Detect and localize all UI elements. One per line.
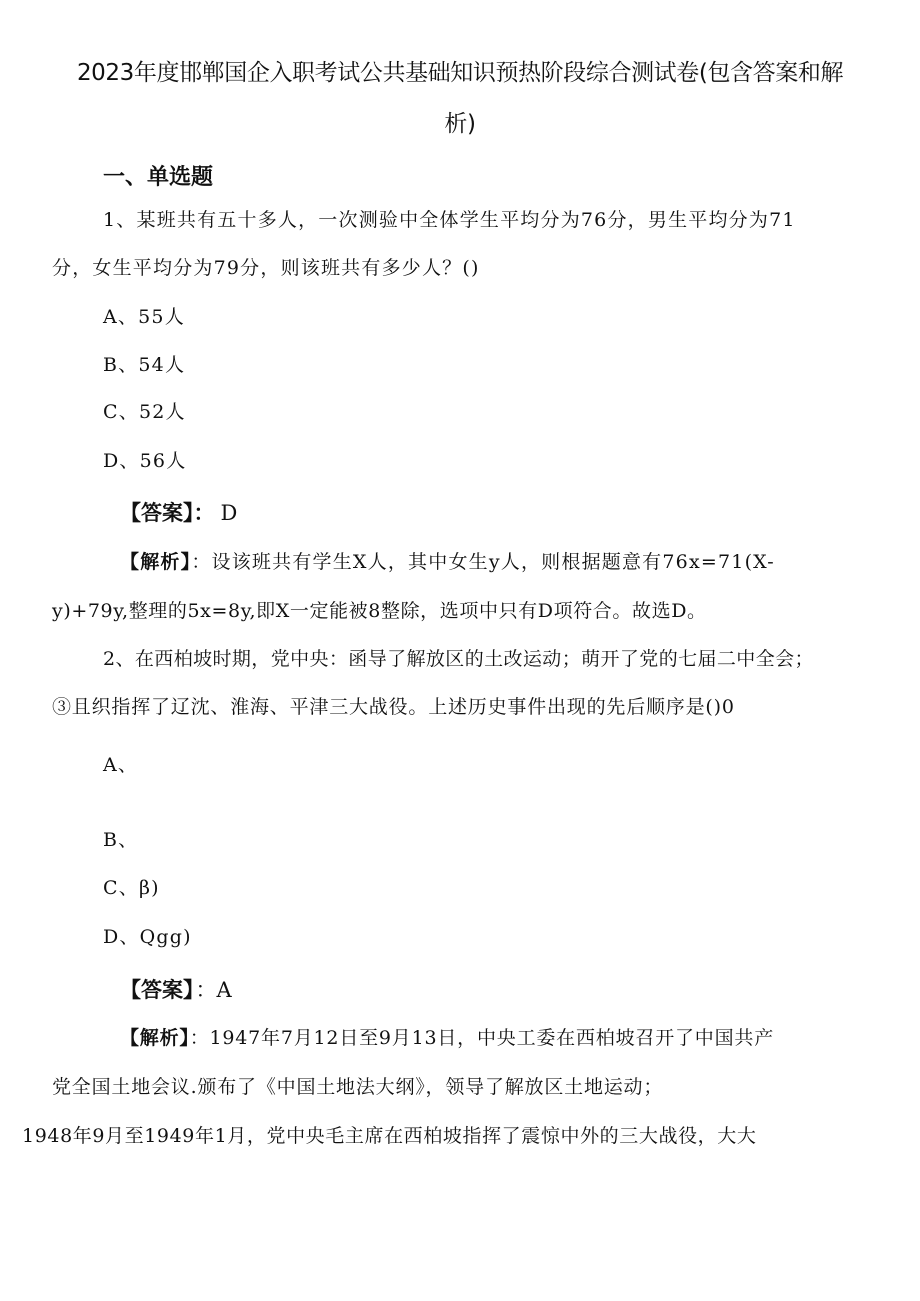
question-2-stem-line-2: ③且织指挥了辽沈、淮海、平津三大战役。上述历史事件出现的先后顺序是()0 [52,696,735,718]
question-1-option-c: C、52人 [103,401,186,423]
question-2-option-c: C、β) [103,877,160,899]
explanation-label: 【解析】 [120,1027,190,1049]
question-2-explanation-line-3: 1948年9月至1949年1月，党中央毛主席在西柏坡指挥了震惊中外的三大战役，大大 [22,1125,757,1147]
question-1-answer [120,503,237,524]
question-1-stem-line-1: 1、某班共有五十多人，一次测验中全体学生平均分为76分，男生平均分为71 [103,209,796,231]
section-heading: 一、单选题 [103,165,214,190]
question-1-option-a: A、55人 [103,306,185,328]
answer-label: 【答案】 [120,978,194,1002]
question-1-explanation-line-1 [120,553,775,572]
question-2-explanation-line-2: 党全国土地会议.颁布了《中国土地法大纲》，领导了解放区土地运动； [52,1076,664,1098]
question-2-answer [120,980,232,1001]
question-1-explanation-line-2: y)+79y,整理的5x=8y,即X一定能被8整除，选项中只有D项符合。故选D。 [52,600,707,622]
explanation-label: 【解析】 [120,551,192,573]
explanation-text: ：1947年7月12日至9月13日，中央工委在西柏坡召开了中国共产 [189,1027,774,1049]
question-2-option-b: B、 [103,829,139,851]
question-1-option-b: B、54人 [103,354,186,376]
question-2-option-a: A、 [103,754,139,776]
question-2-option-d: D、Qgg) [103,926,192,948]
question-2-stem-line-1: 2、在西柏坡时期，党中央：函导了解放区的土改运动；萌开了党的七届二中全会； [103,648,814,670]
document-title-line-2: 析) [444,111,476,137]
document-title-line-1: 2023年度邯郸国企入职考试公共基础知识预热阶段综合测试卷(包含答案和解 [76,60,844,86]
question-1-option-d: D、56人 [103,450,187,472]
question-1-stem-line-2: 分，女生平均分为79分，则该班共有多少人？() [52,257,480,279]
answer-label: 【答案】： [120,501,215,525]
answer-value: ：A [195,978,232,1002]
question-2-explanation-line-1 [120,1029,774,1048]
answer-value: D [220,501,238,525]
explanation-text: ：设该班共有学生X人，其中女生y人，则根据题意有76x=71(X- [191,551,775,573]
